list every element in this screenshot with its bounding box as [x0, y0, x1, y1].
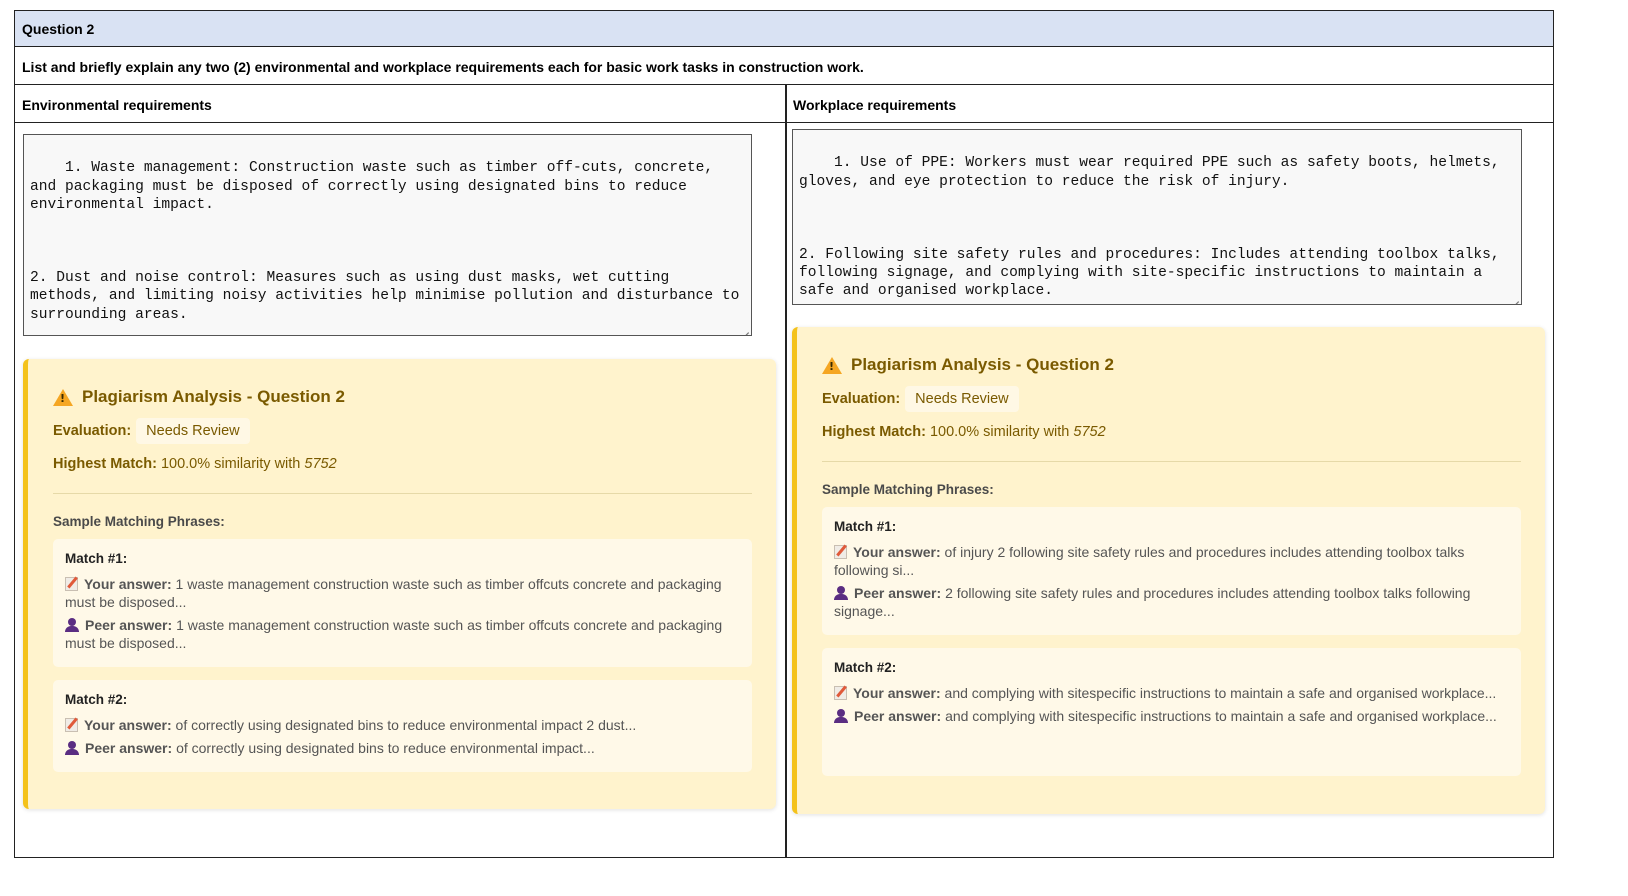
memo-icon — [834, 686, 847, 700]
evaluation-badge: Needs Review — [905, 386, 1019, 412]
match-box — [53, 539, 752, 667]
memo-icon — [65, 577, 78, 591]
evaluation-label: Evaluation: — [53, 423, 132, 439]
match-title: Match #1: — [65, 551, 128, 566]
workplace-answer-textarea[interactable] — [792, 129, 1522, 305]
environmental-header-cell — [15, 85, 785, 123]
divider — [53, 493, 752, 494]
resize-handle[interactable] — [1511, 294, 1519, 302]
environmental-answer-text: 1. Waste management: Construction waste such as timber off-cuts, concrete, and packaging must be disposed of correctly using designated bins to reduce environmental impact. 2. Dust and noise control: Measures such as using dust masks, wet cutting methods, and limiting noisy activities help minimise pollution and disturbance to surrounding areas. — [30, 160, 740, 323]
resize-handle[interactable] — [741, 325, 749, 333]
peer-answer-line: Peer answer: 1 waste management construction waste such as timber offcuts concrete and packaging must be disposed... — [65, 617, 723, 651]
peer-answer-line: Peer answer: of correctly using designated bins to reduce environmental impact... — [65, 739, 740, 757]
workplace-answer-text: 1. Use of PPE: Workers must wear required PPE such as safety boots, helmets, gloves, and eye protection to reduce the risk of injury. 2. Following site safety rules and procedures: Includes attending toolbox talks, following signage, and complying with site-specific instructions to maintain a safe and organised workplace. — [799, 155, 1500, 300]
memo-icon — [65, 718, 78, 732]
warning-icon — [822, 357, 842, 374]
user-icon — [65, 618, 79, 632]
analysis-title: ! Plagiarism Analysis - Question 2 — [822, 355, 1114, 375]
plagiarism-card-environmental — [23, 359, 776, 809]
question-table — [14, 10, 1554, 858]
plagiarism-card-workplace — [792, 327, 1545, 814]
sample-phrases-label: Sample Matching Phrases: — [53, 514, 225, 529]
evaluation-badge: Needs Review — [136, 418, 250, 444]
analysis-title: ! Plagiarism Analysis - Question 2 — [53, 387, 345, 407]
environmental-answer-textarea[interactable] — [23, 134, 752, 336]
match-box — [822, 507, 1521, 635]
workplace-header-cell — [786, 85, 1553, 123]
highest-match-row — [53, 456, 337, 472]
user-icon — [834, 709, 848, 723]
question-prompt-row — [15, 47, 1553, 85]
match-title: Match #1: — [834, 519, 897, 534]
peer-answer-line: Peer answer: 2 following site safety rules and procedures includes attending toolbox talks following signage... — [834, 585, 1471, 619]
question-header — [15, 11, 1553, 47]
peer-answer-line: Peer answer: and complying with sitespecific instructions to maintain a safe and organised workplace... — [834, 707, 1509, 725]
your-answer-line: Your answer: 1 waste management construction waste such as timber offcuts concrete and packaging must be disposed... — [65, 576, 722, 610]
sample-phrases-label: Sample Matching Phrases: — [822, 482, 994, 497]
highest-match-row — [822, 424, 1106, 440]
user-icon — [65, 741, 79, 755]
column-divider — [785, 85, 787, 857]
warning-icon — [53, 389, 73, 406]
highest-match-label: Highest Match: — [53, 456, 157, 472]
your-answer-line: Your answer: of injury 2 following site safety rules and procedures includes attending toolbox talks following si... — [834, 544, 1465, 578]
match-title: Match #2: — [65, 692, 128, 707]
highest-match-id: 5752 — [304, 456, 337, 472]
match-box — [822, 648, 1521, 776]
user-icon — [834, 586, 848, 600]
divider — [822, 461, 1521, 462]
evaluation-row — [822, 386, 1019, 412]
match-box — [53, 680, 752, 772]
memo-icon — [834, 545, 847, 559]
question-title: Question 2 — [22, 21, 95, 37]
highest-match-id: 5752 — [1073, 424, 1106, 440]
workplace-header: Workplace requirements — [793, 97, 957, 113]
your-answer-line: Your answer: of correctly using designated bins to reduce environmental impact 2 dust... — [65, 716, 740, 734]
your-answer-line: Your answer: and complying with sitespecific instructions to maintain a safe and organised workplace... — [834, 684, 1509, 702]
evaluation-row — [53, 418, 250, 444]
highest-match-label: Highest Match: — [822, 424, 926, 440]
environmental-header: Environmental requirements — [22, 97, 212, 113]
match-title: Match #2: — [834, 660, 897, 675]
question-prompt: List and briefly explain any two (2) environmental and workplace requirements each for basic work tasks in construction work. — [22, 59, 864, 75]
evaluation-label: Evaluation: — [822, 391, 901, 407]
highest-match-text: 100.0% similarity with — [160, 456, 301, 472]
highest-match-text: 100.0% similarity with — [929, 424, 1070, 440]
